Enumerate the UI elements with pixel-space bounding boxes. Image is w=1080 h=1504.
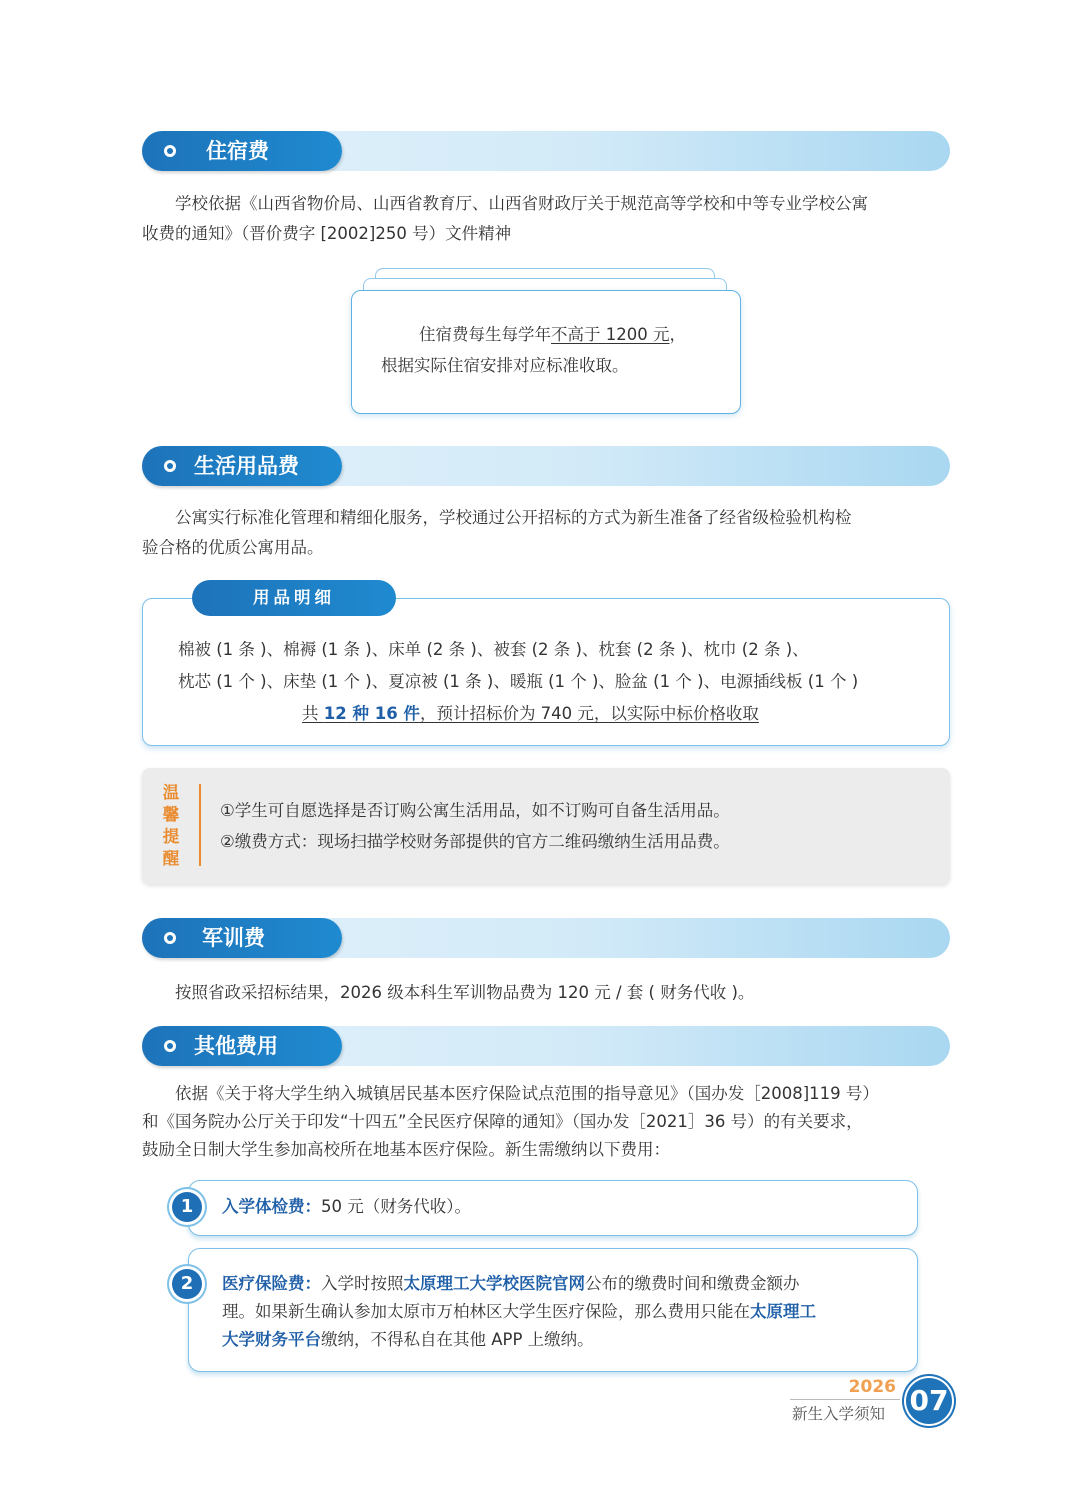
other-intro-line3: 鼓励全日制大学生参加高校所在地基本医疗保险。新生需缴纳以下费用：	[142, 1140, 670, 1159]
finance-platform-link: 大学财务平台	[222, 1330, 321, 1349]
reminder-line2: ②缴费方式：现场扫描学校财务部提供的官方二维码缴纳生活用品费。	[220, 832, 730, 851]
footer-year: 2026	[848, 1377, 896, 1397]
other-intro-line1: 依据《关于将大学生纳入城镇居民基本医疗保险试点范围的指导意见》（国办发［2008]119 号）	[175, 1084, 879, 1103]
section-header-lodging	[142, 131, 950, 171]
section-pill	[142, 446, 342, 486]
supplies-items-line2: 枕芯 (1 个 )、床垫 (1 个 )、夏凉被 (1 条 )、暖瓶 (1 个 )、脸盆 (1 个 )、电源插线板 (1 个 )	[178, 672, 859, 691]
supplies-items-tab: 用品明细	[192, 580, 396, 616]
bullet-icon	[164, 145, 176, 157]
fee-card-insurance-text: 医疗保险费：入学时按照太原理工大学校医院官网公布的缴费时间和缴费金额办 理。如果新生确认参加太原市万柏林区大学生医疗保险，那么费用只能在太原理工 大学财务平台缴纳，不得私自在其他 APP 上缴纳。	[222, 1274, 816, 1349]
lodging-intro-line2: 收费的通知》（晋价费字 [2002]250 号）文件精神	[142, 224, 512, 243]
reminder-box	[142, 768, 950, 884]
lodging-intro	[142, 189, 950, 249]
supplies-intro-line1: 公寓实行标准化管理和精细化服务，学校通过公开招标的方式为新生准备了经省级检验机构检	[175, 508, 852, 527]
section-header-supplies	[142, 446, 950, 486]
reminder-line1: ①学生可自愿选择是否订购公寓生活用品，如不订购可自备生活用品。	[220, 801, 730, 820]
section-title: 军训费	[202, 926, 265, 950]
section-pill	[142, 918, 342, 958]
section-pill	[142, 1026, 342, 1066]
section-header-military	[142, 918, 950, 958]
hospital-website-link: 太原理工大学校医院官网	[403, 1274, 585, 1293]
reminder-divider	[199, 784, 201, 866]
number-badge-2: 2	[172, 1269, 202, 1299]
section-title: 其他费用	[194, 1034, 278, 1058]
bullet-icon	[164, 932, 176, 944]
footer-title: 新生入学须知	[792, 1405, 886, 1423]
supplies-intro-line2: 验合格的优质公寓用品。	[142, 538, 324, 557]
lodging-intro-line1: 学校依据《山西省物价局、山西省教育厅、山西省财政厅关于规范高等学校和中等专业学校公寓	[175, 194, 868, 213]
other-intro-line2: 和《国务院办公厅关于印发“十四五”全民医疗保障的通知》（国办发［2021］36 号）的有关要求，	[142, 1112, 863, 1131]
military-text: 按照省政采招标结果，2026 级本科生军训物品费为 120 元 / 套 ( 财务代收 )。	[175, 983, 755, 1002]
fee-card-checkup-text: 入学体检费：50 元（财务代收）。	[222, 1197, 471, 1216]
lodging-fee-line2: 根据实际住宿安排对应标准收取。	[381, 356, 629, 375]
fee-limit: 不高于 1200 元	[551, 325, 670, 344]
reminder-label: 温 馨 提 醒	[162, 783, 180, 868]
number-badge-1: 1	[172, 1192, 202, 1222]
supplies-items-line1: 棉被 (1 条 )、棉褥 (1 条 )、床单 (2 条 )、被套 (2 条 )、枕套 (2 条 )、枕巾 (2 条 )、	[178, 640, 809, 659]
page-number: 07	[906, 1378, 952, 1424]
supplies-summary: 共 12 种 16 件，预计招标价为 740 元，以实际中标价格收取	[302, 704, 759, 723]
bullet-icon	[164, 460, 176, 472]
section-header-other	[142, 1026, 950, 1066]
section-pill	[142, 131, 342, 171]
section-title: 生活用品费	[194, 454, 299, 478]
lodging-fee-line1: 住宿费每生每学年不高于 1200 元，	[419, 325, 686, 344]
supplies-intro	[142, 503, 950, 563]
other-intro	[142, 1080, 950, 1164]
bullet-icon	[164, 1040, 176, 1052]
section-title: 住宿费	[206, 139, 269, 163]
footer-divider	[790, 1399, 900, 1400]
